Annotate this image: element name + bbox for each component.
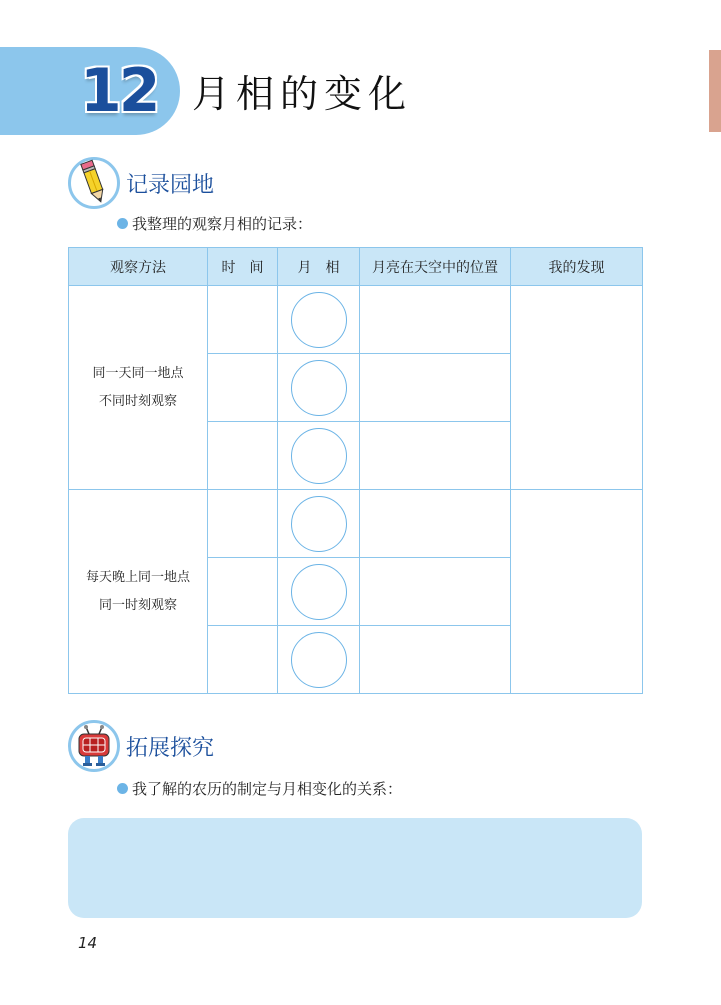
header-phase: 月 相 bbox=[278, 248, 360, 286]
section-explore-title: 拓展探究 bbox=[126, 735, 215, 761]
time-cell[interactable] bbox=[208, 558, 278, 626]
phase-cell[interactable] bbox=[278, 286, 360, 354]
robot-icon bbox=[73, 724, 115, 768]
bullet-dot bbox=[117, 783, 128, 794]
time-cell[interactable] bbox=[208, 354, 278, 422]
table-header-row bbox=[69, 248, 643, 286]
pencil-badge bbox=[68, 157, 120, 209]
moon-circle[interactable] bbox=[291, 564, 347, 620]
position-cell[interactable] bbox=[360, 422, 511, 490]
section-explore-header bbox=[68, 720, 214, 772]
findings-cell-2[interactable] bbox=[511, 490, 643, 694]
table-row bbox=[69, 286, 643, 354]
answer-box[interactable] bbox=[68, 818, 642, 918]
findings-cell-1[interactable] bbox=[511, 286, 643, 490]
explore-prompt bbox=[117, 778, 402, 799]
lesson-title: 月相的变化 bbox=[192, 72, 413, 116]
phase-cell[interactable] bbox=[278, 558, 360, 626]
position-cell[interactable] bbox=[360, 558, 511, 626]
header-position: 月亮在天空中的位置 bbox=[360, 248, 511, 286]
time-cell[interactable] bbox=[208, 286, 278, 354]
position-cell[interactable] bbox=[360, 286, 511, 354]
moon-circle[interactable] bbox=[291, 360, 347, 416]
robot-badge bbox=[68, 720, 120, 772]
method-line: 不同时刻观察 bbox=[98, 393, 177, 409]
position-cell[interactable] bbox=[360, 626, 511, 694]
method-cell-2 bbox=[69, 490, 208, 694]
position-cell[interactable] bbox=[360, 490, 511, 558]
method-line: 同一时刻观察 bbox=[98, 597, 177, 613]
side-tab bbox=[709, 50, 721, 132]
header-method: 观察方法 bbox=[69, 248, 208, 286]
phase-cell[interactable] bbox=[278, 490, 360, 558]
record-prompt-text: 我整理的观察月相的记录： bbox=[132, 215, 313, 233]
header-findings: 我的发现 bbox=[511, 248, 643, 286]
record-prompt bbox=[117, 213, 312, 234]
method-cell-1 bbox=[69, 286, 208, 490]
phase-cell[interactable] bbox=[278, 354, 360, 422]
section-record-header bbox=[68, 157, 214, 209]
moon-circle[interactable] bbox=[291, 632, 347, 688]
lesson-number: 12 bbox=[80, 56, 158, 126]
time-cell[interactable] bbox=[208, 422, 278, 490]
method-line: 每天晚上同一地点 bbox=[85, 569, 190, 585]
explore-prompt-text: 我了解的农历的制定与月相变化的关系： bbox=[132, 780, 403, 798]
table-row bbox=[69, 490, 643, 558]
phase-cell[interactable] bbox=[278, 626, 360, 694]
method-line: 同一天同一地点 bbox=[92, 365, 184, 381]
observation-table bbox=[68, 247, 643, 694]
time-cell[interactable] bbox=[208, 626, 278, 694]
moon-circle[interactable] bbox=[291, 292, 347, 348]
moon-circle[interactable] bbox=[291, 428, 347, 484]
time-cell[interactable] bbox=[208, 490, 278, 558]
position-cell[interactable] bbox=[360, 354, 511, 422]
page-number: 14 bbox=[78, 934, 98, 952]
header-time: 时 间 bbox=[208, 248, 278, 286]
section-record-title: 记录园地 bbox=[126, 172, 215, 198]
phase-cell[interactable] bbox=[278, 422, 360, 490]
bullet-dot bbox=[117, 218, 128, 229]
pencil-icon bbox=[74, 159, 114, 207]
moon-circle[interactable] bbox=[291, 496, 347, 552]
